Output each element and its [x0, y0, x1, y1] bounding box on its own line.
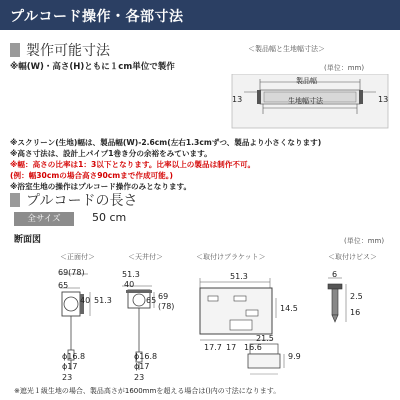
bracket-title: ＜取付けブラケット＞ — [196, 253, 266, 261]
unit-note: ※幅(W)・高さ(H)ともに１cm単位で製作 — [10, 62, 175, 72]
screw-dim-2: 2.5 — [350, 292, 363, 301]
unit-label: (単位：mm) — [324, 64, 365, 72]
page-title: プルコード操作・各部寸法 — [10, 9, 184, 25]
bracket-dim-7: 9.9 — [288, 352, 301, 361]
section-buildable-size — [10, 40, 110, 60]
ceiling-dim-4: 69 — [158, 292, 169, 301]
fabric-width-label: 生地幅寸法 — [288, 97, 323, 105]
bracket-dim-1: 51.3 — [230, 272, 248, 281]
front-dim-4: 51.3 — [94, 296, 112, 305]
cord-length-value: 50 cm — [92, 211, 127, 224]
ceiling-mount-title: ＜天井付＞ — [128, 253, 163, 261]
screw-title: ＜取付けビス＞ — [328, 253, 377, 261]
front-mount-title: ＜正面付＞ — [60, 253, 95, 261]
bracket-dim-3: 17.7 — [204, 343, 222, 352]
front-dim-2: 65 — [58, 281, 69, 290]
ceiling-dim-1: 51.3 — [122, 270, 140, 279]
cross-section-title: 断面図 — [14, 235, 42, 245]
ceiling-dim-6: ϕ16.8 — [134, 352, 158, 361]
bracket-dim-2: 14.5 — [280, 304, 298, 313]
front-dim-7: 23 — [62, 373, 73, 382]
section-marker — [10, 43, 20, 57]
size-chip: 全サイズ — [14, 212, 74, 226]
note-fabric-width: ※スクリーン(生地)幅は、製品幅(W)-2.6cm(左右1.3cmずつ、製品より小さくなります) — [10, 138, 322, 147]
ceiling-dim-5: (78) — [158, 302, 175, 311]
note-bathroom: ※浴室生地の操作はプルコード操作のみとなります。 — [10, 182, 192, 191]
note-ratio: ※幅：高さの比率は1：3以下となります。比率以上の製品は制作不可。 — [10, 160, 256, 169]
note-height: ※高さ寸法は、設計上パイプ1巻き分の余裕をみています。 — [10, 149, 212, 158]
header-bar — [0, 0, 400, 30]
screw-dim-3: 16 — [350, 308, 361, 317]
front-dim-6: ϕ17 — [62, 362, 78, 371]
screw-diagram — [318, 262, 388, 342]
bracket-dim-5: 16.6 — [244, 343, 262, 352]
front-mount-diagram — [40, 262, 120, 384]
section-title: プルコードの長さ — [26, 193, 138, 209]
cross-section-unit: (単位：mm) — [344, 237, 385, 245]
front-dim-1: 69(78) — [58, 268, 85, 277]
ceiling-dim-3: 65 — [146, 296, 157, 305]
diagram-title: ＜製品幅と生地幅寸法＞ — [248, 45, 325, 53]
front-dim-3: 40 — [80, 296, 91, 305]
bracket-dim-4: 17 — [226, 343, 237, 352]
bracket-dim-6: 21.5 — [256, 334, 274, 343]
right-margin-value: 13 — [378, 95, 389, 104]
ceiling-dim-2: 40 — [124, 280, 135, 289]
ceiling-dim-7: ϕ17 — [134, 362, 150, 371]
product-width-label: 製品幅 — [296, 77, 317, 85]
footer-note: ※遮光１級生地の場合、製品高さが1600mmを超える場合は()内の寸法になります。 — [14, 387, 281, 395]
screw-dim-1: 6 — [332, 270, 338, 279]
section-title: 製作可能寸法 — [26, 43, 110, 59]
note-ratio-example: (例：幅30cmの場合高さ90cmまで作成可能。) — [10, 171, 174, 180]
left-margin-value: 13 — [232, 95, 243, 104]
section-cord-length — [10, 190, 137, 210]
front-dim-5: ϕ16.8 — [62, 352, 86, 361]
ceiling-dim-8: 23 — [134, 373, 145, 382]
section-marker — [10, 193, 20, 207]
